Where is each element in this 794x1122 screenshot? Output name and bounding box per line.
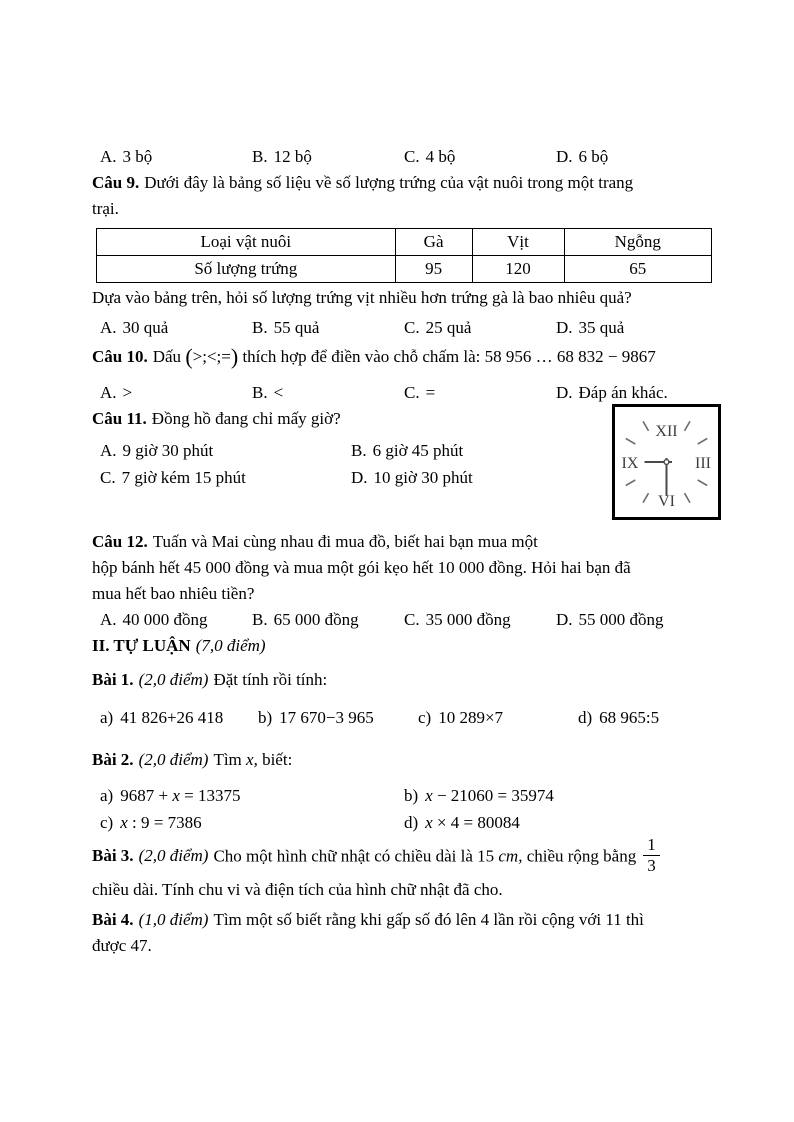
table-cell: 95 — [395, 256, 472, 283]
expr-pre: 9687 + — [120, 786, 173, 805]
bai2-item-a — [100, 782, 404, 809]
option-text: 3 bộ — [122, 147, 153, 166]
bai2-items-grid — [92, 782, 712, 836]
bai2-item-d — [404, 809, 712, 836]
paren-open: ( — [185, 344, 193, 369]
q10-symbols: >;<;= — [192, 347, 231, 366]
bai3-line1-before: Cho một hình chữ nhật có chiều dài là 15 — [213, 846, 495, 866]
q11-option-a — [100, 437, 351, 464]
item-expression: 10 289×7 — [438, 708, 504, 727]
q12-option-a — [100, 607, 252, 633]
bai3-statement — [92, 835, 712, 903]
option-text: 10 giờ 30 phút — [373, 468, 473, 487]
q12-option-d — [556, 607, 712, 633]
q12-statement — [92, 529, 712, 607]
clock-numeral-6: VI — [658, 493, 675, 510]
q12-label: Câu 12. — [92, 532, 148, 551]
item-key: b) — [404, 786, 419, 805]
option-letter: A. — [100, 147, 117, 166]
option-text: 25 quả — [425, 318, 472, 337]
option-text: 4 bộ — [425, 147, 456, 166]
q9-options-row — [92, 315, 712, 341]
item-key: c) — [100, 813, 114, 832]
fraction-one-third — [643, 836, 660, 875]
item-expression — [120, 813, 201, 832]
option-letter: D. — [556, 147, 573, 166]
option-text: < — [273, 383, 284, 402]
table-cell: 120 — [472, 256, 564, 283]
q9-label: Câu 9. — [92, 173, 140, 192]
q12-line2: hộp bánh hết 45 000 đồng và mua một gói kẹo hết 10 000 đồng. Hỏi hai bạn đã — [92, 558, 631, 577]
expr-post: − 21060 = 35974 — [432, 786, 554, 805]
q10-options-row — [92, 380, 712, 406]
option-text: > — [122, 383, 133, 402]
option-text: 6 bộ — [578, 147, 609, 166]
bai4-line1: Tìm một số biết rằng khi gấp số đó lên 4 lần rồi cộng với 11 thì — [213, 909, 644, 929]
bai1-item-a — [100, 705, 258, 731]
q9-text-line2: trại. — [92, 199, 119, 218]
option-letter: D. — [556, 383, 573, 402]
fraction-numerator: 1 — [643, 836, 660, 856]
item-key: c) — [418, 708, 432, 727]
option-letter: A. — [100, 441, 117, 460]
option-letter: A. — [100, 610, 117, 629]
option-letter: C. — [100, 468, 116, 487]
q12-options-row — [92, 607, 712, 633]
q10-text-before: Dấu — [152, 347, 182, 366]
section2-points: (7,0 điểm) — [195, 636, 266, 655]
item-expression — [120, 786, 240, 805]
item-expression — [425, 786, 554, 805]
fraction-denominator: 3 — [647, 855, 656, 875]
table-data-row — [97, 256, 712, 283]
q9-option-b — [252, 315, 404, 341]
option-text: 12 bộ — [273, 147, 312, 166]
q9-option-c — [404, 315, 556, 341]
q8-option-c — [404, 144, 556, 170]
bai3-label: Bài 3. — [92, 846, 134, 866]
q10-option-d — [556, 380, 712, 406]
option-letter: D. — [556, 318, 573, 337]
q9-question: Dựa vào bảng trên, hỏi số lượng trứng vịt nhiều hơn trứng gà là bao nhiêu quả? — [92, 288, 632, 307]
option-letter: A. — [100, 383, 117, 402]
bai3-unit: cm, — [498, 846, 523, 866]
bai3-line2: chiều dài. Tính chu vi và điện tích của hình chữ nhật đã cho. — [92, 879, 503, 899]
table-cell: Loại vật nuôi — [97, 229, 396, 256]
option-letter: B. — [252, 147, 268, 166]
table-cell: Gà — [395, 229, 472, 256]
table-header-row — [97, 229, 712, 256]
item-key: a) — [100, 786, 114, 805]
bai2-heading — [92, 747, 712, 773]
bai1-points: (2,0 điểm) — [138, 670, 209, 689]
q10-label: Câu 10. — [92, 347, 148, 366]
bai2-text-before: Tìm — [213, 750, 242, 769]
clock-figure — [612, 404, 721, 520]
clock-face — [615, 407, 718, 517]
bai1-heading — [92, 667, 712, 693]
bai4-statement — [92, 907, 712, 959]
item-expression: 68 965:5 — [599, 708, 660, 727]
item-expression: 17 670−3 965 — [279, 708, 374, 727]
option-letter: B. — [252, 383, 268, 402]
q8-option-b — [252, 144, 404, 170]
option-text: 35 quả — [578, 318, 625, 337]
item-key: b) — [258, 708, 273, 727]
table-cell: Vịt — [472, 229, 564, 256]
q11-options-grid — [92, 437, 570, 491]
bai1-items-row — [92, 705, 712, 731]
bai1-item-b — [258, 705, 418, 731]
bai2-item-b — [404, 782, 712, 809]
bai2-points: (2,0 điểm) — [138, 750, 209, 769]
bai4-label: Bài 4. — [92, 909, 134, 929]
bai2-variable: x, — [246, 750, 258, 769]
option-text: Đáp án khác. — [578, 383, 668, 402]
bai1-label: Bài 1. — [92, 670, 134, 689]
option-text: 9 giờ 30 phút — [122, 441, 214, 460]
option-text: 35 000 đồng — [425, 610, 511, 629]
q12-option-c — [404, 607, 556, 633]
section2-title: II. TỰ LUẬN — [92, 636, 191, 655]
q9-option-a — [100, 315, 252, 341]
item-expression: 41 826+26 418 — [120, 708, 224, 727]
option-letter: A. — [100, 318, 117, 337]
table-cell: 65 — [564, 256, 711, 283]
q8-option-a — [100, 144, 252, 170]
q9-data-table — [96, 228, 712, 283]
q11-option-b — [351, 437, 570, 464]
bai4-points: (1,0 điểm) — [138, 909, 209, 929]
q12-line1: Tuấn và Mai cùng nhau đi mua đồ, biết hai bạn mua một — [152, 532, 538, 551]
q9-text-line1: Dưới đây là bảng số liệu về số lượng trứng của vật nuôi trong một trang — [144, 173, 634, 192]
expr-post: × 4 = 80084 — [432, 813, 520, 832]
option-letter: B. — [252, 318, 268, 337]
q10-option-a — [100, 380, 252, 406]
bai1-text: Đặt tính rồi tính: — [213, 670, 328, 689]
section2-heading — [92, 633, 712, 659]
bai3-line1-after: chiều rộng bằng — [526, 846, 637, 866]
option-text: 7 giờ kém 15 phút — [121, 468, 246, 487]
q9-statement — [92, 170, 712, 222]
q10-option-c — [404, 380, 556, 406]
option-text: 6 giờ 45 phút — [372, 441, 464, 460]
q9-option-d — [556, 315, 712, 341]
q11-option-d — [351, 464, 570, 491]
bai2-text-after: biết: — [262, 750, 293, 769]
item-key: a) — [100, 708, 114, 727]
option-letter: C. — [404, 610, 420, 629]
expr-variable: x — [120, 813, 128, 832]
clock-numeral-12: XII — [655, 423, 678, 440]
bai1-item-c — [418, 705, 578, 731]
expr-post: = 13375 — [179, 786, 241, 805]
q12-line3: mua hết bao nhiêu tiền? — [92, 584, 255, 603]
clock-numeral-9: IX — [621, 455, 639, 472]
q8-options-row — [92, 144, 712, 170]
option-letter: C. — [404, 383, 420, 402]
expr-variable: x — [425, 813, 433, 832]
q11-label: Câu 11. — [92, 409, 147, 428]
option-letter: C. — [404, 147, 420, 166]
q10-text-after: thích hợp để điền vào chỗ chấm là: 58 956 … 68 832 − 9867 — [242, 347, 656, 366]
q10-statement — [92, 343, 712, 370]
item-key: d) — [578, 708, 593, 727]
paren-close: ) — [230, 344, 239, 369]
bai1-item-d — [578, 705, 712, 731]
q12-option-b — [252, 607, 404, 633]
item-expression — [425, 813, 520, 832]
bai3-points: (2,0 điểm) — [138, 846, 209, 866]
table-cell: Số lượng trứng — [97, 256, 396, 283]
option-text: 55 quả — [273, 318, 320, 337]
bai2-label: Bài 2. — [92, 750, 134, 769]
q10-option-b — [252, 380, 404, 406]
option-letter: B. — [252, 610, 268, 629]
option-letter: B. — [351, 441, 367, 460]
table-cell: Ngỗng — [564, 229, 711, 256]
option-letter: C. — [404, 318, 420, 337]
expr-variable: x — [172, 786, 180, 805]
option-letter: D. — [351, 468, 368, 487]
q8-option-d — [556, 144, 712, 170]
option-letter: D. — [556, 610, 573, 629]
bai4-line2: được 47. — [92, 935, 152, 955]
bai2-item-c — [100, 809, 404, 836]
option-text: 55 000 đồng — [578, 610, 664, 629]
expr-post: : 9 = 7386 — [127, 813, 202, 832]
q11-question: Đồng hồ đang chỉ mấy giờ? — [151, 409, 341, 428]
item-key: d) — [404, 813, 419, 832]
option-text: = — [425, 383, 436, 402]
q11-option-c — [100, 464, 351, 491]
clock-numeral-3: III — [695, 455, 711, 472]
expr-variable: x — [425, 786, 433, 805]
option-text: 40 000 đồng — [122, 610, 208, 629]
option-text: 30 quả — [122, 318, 169, 337]
clock-center-pin — [664, 460, 669, 465]
option-text: 65 000 đồng — [273, 610, 359, 629]
